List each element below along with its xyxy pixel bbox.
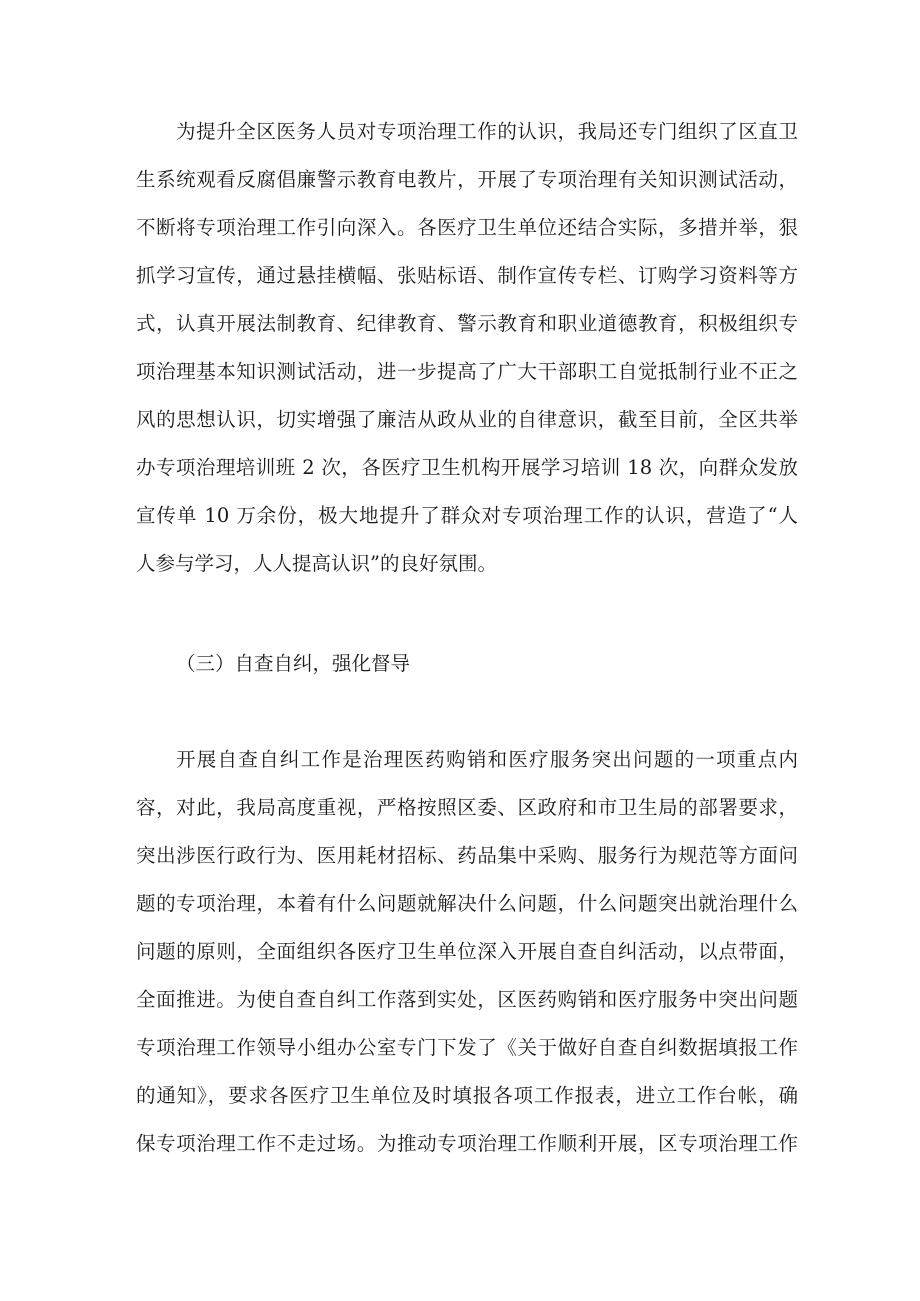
paragraph-line: 式，认真开展法制教育、纪律教育、警示教育和职业道德教育，积极组织专: [136, 312, 798, 335]
paragraph-line: 为提升全区医务人员对专项治理工作的认识，我局还专门组织了区直卫: [176, 120, 798, 143]
paragraph-line: 项治理基本知识测试活动，进一步提高了广大干部职工自觉抵制行业不正之: [136, 360, 798, 383]
paragraph-line: 保专项治理工作不走过场。为推动专项治理工作顺利开展，区专项治理工作: [136, 1132, 798, 1155]
paragraph-line: 容，对此，我局高度重视，严格按照区委、区政府和市卫生局的部署要求，: [136, 796, 798, 819]
section-heading: （三）自查自纠，强化督导: [176, 652, 411, 675]
paragraph-line: 问题的原则，全面组织各医疗卫生单位深入开展自查自纠活动，以点带面，: [136, 940, 798, 963]
paragraph-line: 突出涉医行政行为、医用耗材招标、药品集中采购、服务行为规范等方面问: [136, 844, 798, 867]
paragraph-line: 风的思想认识，切实增强了廉洁从政从业的自律意识，截至目前，全区共举: [136, 408, 798, 431]
paragraph-line: 抓学习宣传，通过悬挂横幅、张贴标语、制作宣传专栏、订购学习资料等方: [136, 264, 798, 287]
paragraph-line: 全面推进。为使自查自纠工作落到实处，区医药购销和医疗服务中突出问题: [136, 988, 798, 1011]
paragraph-line: 开展自查自纠工作是治理医药购销和医疗服务突出问题的一项重点内: [176, 748, 798, 771]
paragraph-line: 人参与学习，人人提高认识”的良好氛围。: [136, 552, 497, 575]
paragraph-line: 生系统观看反腐倡廉警示教育电教片，开展了专项治理有关知识测试活动，: [136, 168, 798, 191]
paragraph-line: 宣传单 10 万余份，极大地提升了群众对专项治理工作的认识，营造了“人: [136, 504, 798, 527]
paragraph-line: 题的专项治理，本着有什么问题就解决什么问题，什么问题突出就治理什么: [136, 892, 798, 915]
paragraph-line: 办专项治理培训班 2 次，各医疗卫生机构开展学习培训 18 次，向群众发放: [136, 456, 798, 479]
paragraph-line: 不断将专项治理工作引向深入。各医疗卫生单位还结合实际，多措并举，狠: [136, 216, 798, 239]
paragraph-line: 的通知》，要求各医疗卫生单位及时填报各项工作报表，进立工作台帐，确: [136, 1084, 798, 1107]
paragraph-line: 专项治理工作领导小组办公室专门下发了《关于做好自查自纠数据填报工作: [136, 1036, 798, 1059]
